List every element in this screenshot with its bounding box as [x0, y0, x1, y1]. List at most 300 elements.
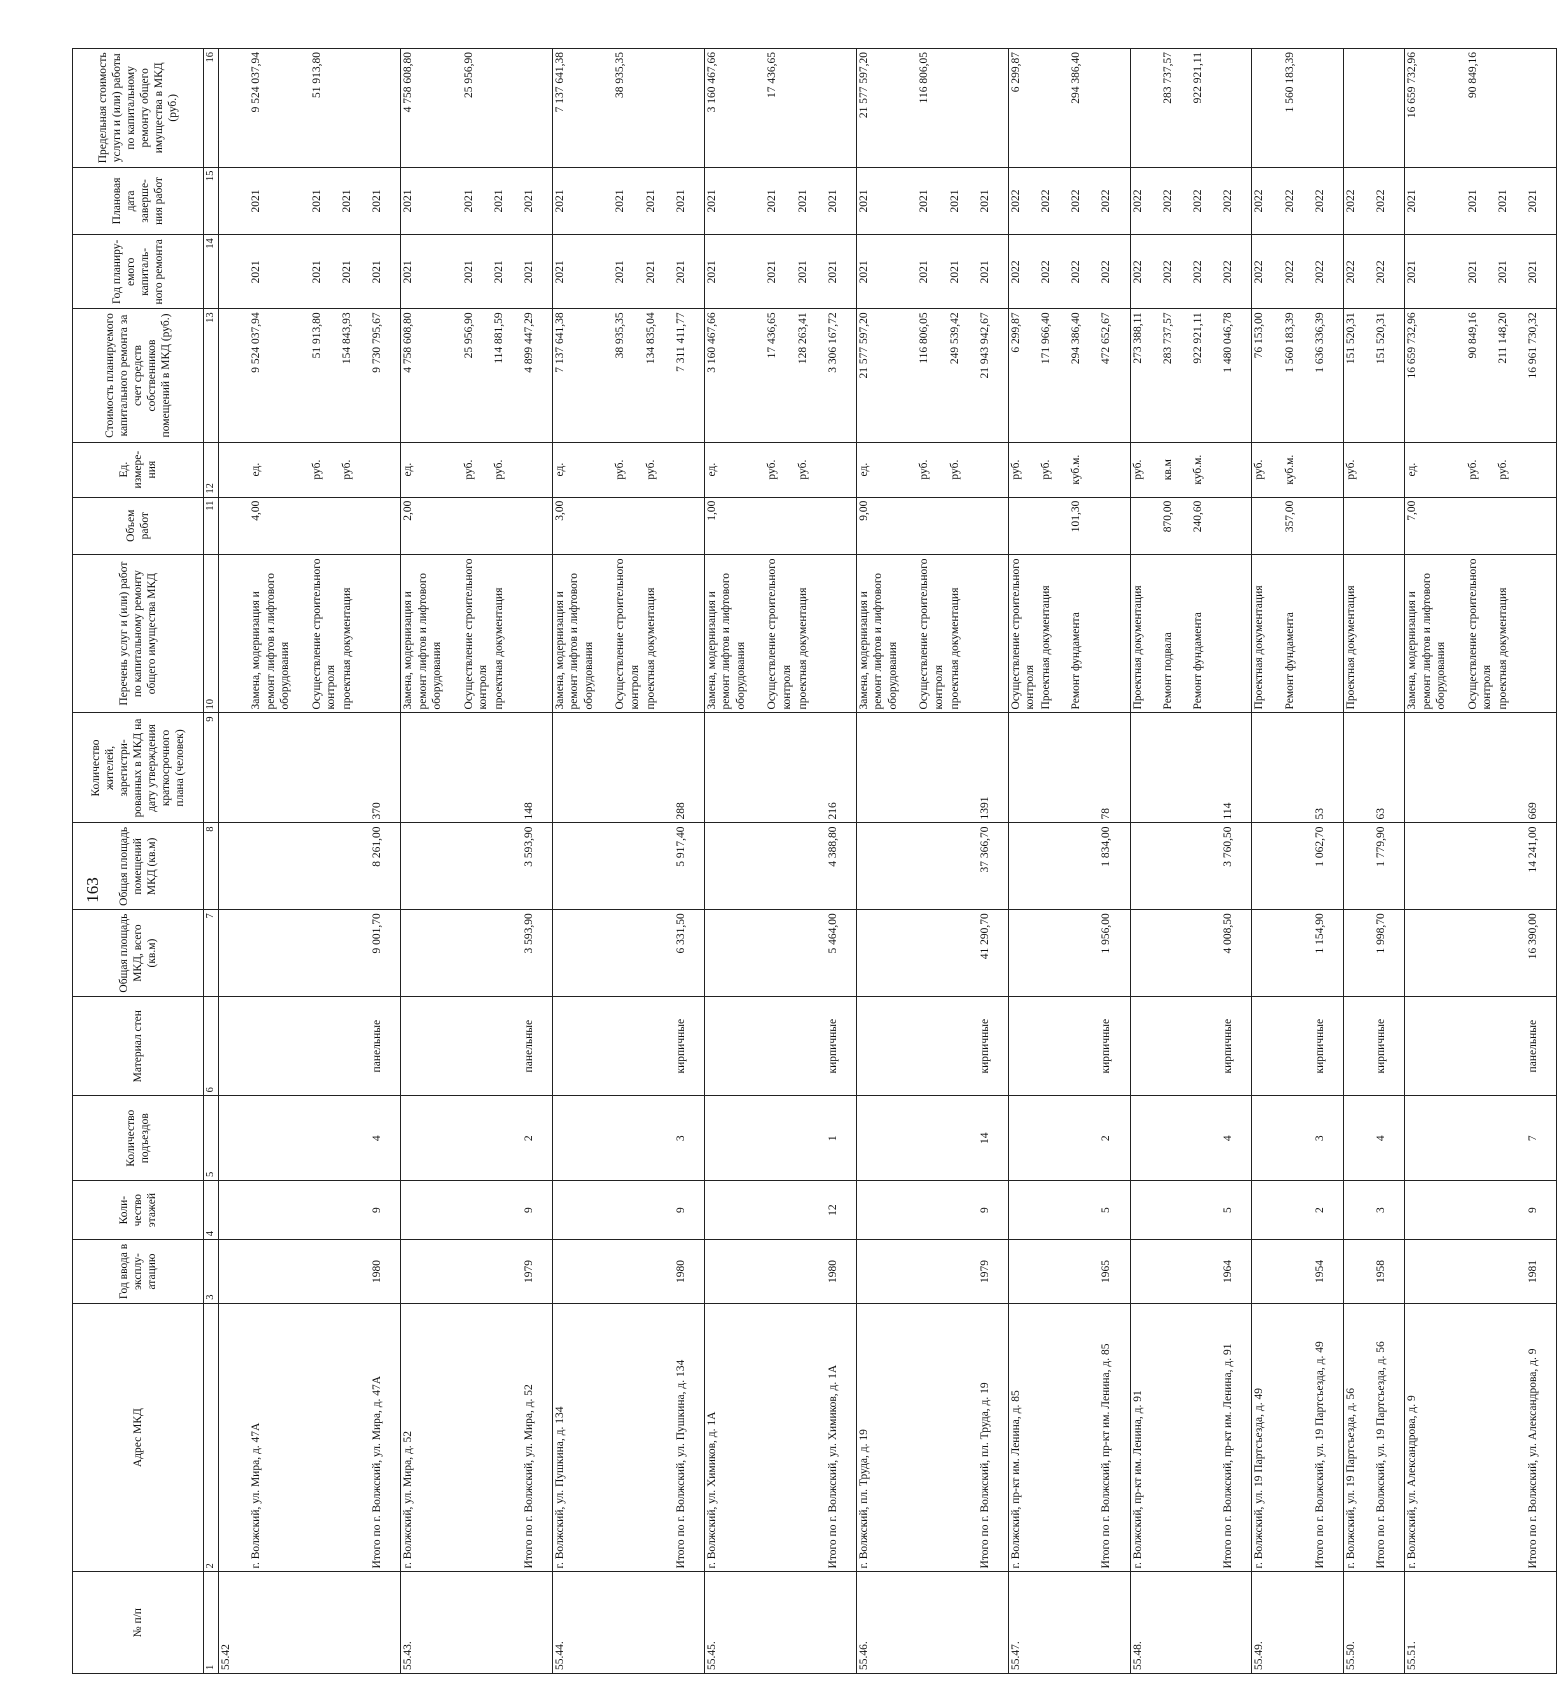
total-area-line	[431, 913, 461, 993]
cell-work-volume	[1008, 497, 1130, 554]
premises-area-line	[553, 826, 583, 906]
repair-year-line: 2021	[1527, 260, 1540, 284]
wall-material-line	[1191, 1000, 1221, 1092]
repair-year-line: 2021	[706, 260, 718, 284]
wall-material-line	[796, 1000, 826, 1092]
column-number: 1	[204, 1572, 219, 1674]
col-header-year: Год ввода в эксплу-атацию	[73, 1240, 204, 1303]
column-number: 6	[204, 996, 219, 1095]
premises-area-line: 3 593,90	[522, 826, 535, 867]
repair-year-line	[279, 238, 309, 305]
cost-line: 16 961 730,32	[1527, 312, 1540, 379]
floors-line	[1252, 1184, 1282, 1236]
cell-total-area	[856, 910, 1008, 997]
floors-line	[1466, 1184, 1496, 1236]
unit-line: ед.	[706, 462, 718, 477]
work-type-line: проектная документация	[492, 587, 505, 710]
max-cost-line: 16 659 732,96	[1406, 52, 1419, 119]
address-line	[583, 1307, 613, 1569]
cell-max-cost	[553, 49, 705, 168]
address-line	[917, 1307, 947, 1569]
address-line: Итого по г. Волжский, ул. Пушкина, д. 134	[674, 1359, 687, 1569]
cell-address	[1008, 1303, 1130, 1572]
unit-line: руб.	[1131, 459, 1144, 480]
row-number-line	[1191, 1575, 1221, 1670]
cell-premises-area	[705, 823, 857, 910]
row-number-line	[583, 1575, 613, 1670]
unit-line: ед.	[402, 462, 415, 477]
cell-residents	[1008, 713, 1130, 823]
entrances-line	[1496, 1099, 1526, 1177]
unit-line	[978, 446, 1008, 494]
work-type-line: проектная документация	[1496, 587, 1509, 710]
year-built-line	[462, 1243, 492, 1299]
cell-premises-area	[1008, 823, 1130, 910]
entrances-line	[705, 1099, 735, 1177]
residents-line	[705, 716, 735, 819]
wall-material-line: кирпичные	[826, 1018, 839, 1074]
repair-year-line: 2021	[1406, 260, 1419, 284]
cell-cost	[401, 309, 553, 442]
cell-repair-year	[219, 235, 401, 309]
address-line: Итого по г. Волжский, ул. Александрова, д. 9	[1527, 1348, 1540, 1569]
cost-line	[279, 312, 309, 438]
repair-year-line: 2021	[340, 260, 353, 284]
cell-completion-date	[1405, 167, 1557, 235]
year-built-line	[948, 1243, 978, 1299]
cell-entrances	[401, 1096, 553, 1181]
residents-line	[644, 716, 674, 819]
completion-date-line	[583, 171, 613, 232]
cell-floors	[1343, 1181, 1404, 1240]
cell-premises-area	[401, 823, 553, 910]
cell-floors	[1130, 1181, 1252, 1240]
repair-year-line	[1436, 238, 1466, 305]
year-built-line	[1131, 1243, 1161, 1299]
cost-line: 249 539,42	[948, 312, 961, 365]
cell-cost	[1252, 309, 1344, 442]
work-type-line: проектная документация	[340, 587, 353, 710]
cost-line: 21 943 942,67	[978, 312, 991, 379]
work-volume-line	[765, 501, 795, 551]
column-number: 5	[204, 1096, 219, 1181]
premises-area-line	[1252, 826, 1282, 906]
table-row	[705, 49, 857, 1674]
year-built-line	[249, 1243, 279, 1299]
completion-date-line: 2022	[1131, 189, 1144, 213]
cell-work-volume	[1252, 497, 1344, 554]
cost-line: 134 835,04	[644, 312, 657, 365]
completion-date-line: 2021	[340, 189, 353, 213]
cell-residents	[1130, 713, 1252, 823]
header-row	[73, 49, 204, 1674]
wall-material-line	[1009, 1000, 1039, 1092]
work-volume-line	[1252, 501, 1282, 551]
max-cost-line	[279, 52, 309, 164]
residents-line: 148	[522, 802, 535, 820]
year-built-line	[1069, 1243, 1099, 1299]
floors-line	[431, 1184, 461, 1236]
cell-row-number	[705, 1572, 857, 1674]
residents-line	[279, 716, 309, 819]
completion-date-line	[219, 171, 249, 232]
year-built-line	[401, 1243, 431, 1299]
completion-date-line: 2021	[1466, 189, 1479, 213]
completion-date-line: 2021	[948, 189, 961, 213]
floors-line: 9	[1527, 1207, 1540, 1214]
entrances-line: 3	[1313, 1135, 1326, 1142]
year-built-line	[1039, 1243, 1069, 1299]
cell-completion-date	[1252, 167, 1344, 235]
floors-line	[948, 1184, 978, 1236]
repair-year-line: 2021	[370, 260, 383, 284]
unit-line: руб.	[1253, 459, 1266, 480]
completion-date-line: 2021	[614, 189, 627, 213]
row-number-line	[826, 1575, 856, 1670]
row-number-line	[1313, 1575, 1343, 1670]
cell-floors	[553, 1181, 705, 1240]
premises-area-line	[1039, 826, 1069, 906]
work-type-line: Замена, модернизация и ремонт лифтов и лифтового оборудования	[554, 572, 595, 710]
repair-year-line: 2022	[1344, 260, 1357, 284]
year-built-line	[492, 1243, 522, 1299]
cell-address	[553, 1303, 705, 1572]
cost-line: 283 737,57	[1161, 312, 1174, 365]
row-number-line	[1526, 1575, 1556, 1670]
floors-line	[553, 1184, 583, 1236]
cell-repair-year	[1405, 235, 1557, 309]
residents-line	[948, 716, 978, 819]
max-cost-line: 3 160 467,66	[706, 52, 718, 113]
repair-year-line: 2021	[522, 260, 535, 284]
year-built-line	[1496, 1243, 1526, 1299]
address-line	[1283, 1307, 1313, 1569]
floors-line	[1161, 1184, 1191, 1236]
work-volume-line	[917, 501, 947, 551]
address-line	[796, 1307, 826, 1569]
wall-material-line	[401, 1000, 431, 1092]
premises-area-line	[1405, 826, 1435, 906]
repair-year-line: 2022	[1009, 260, 1022, 284]
unit-line: руб.	[766, 459, 779, 480]
max-cost-line: 90 849,16	[1466, 52, 1479, 98]
residents-line	[1161, 716, 1191, 819]
wall-material-line	[1496, 1000, 1526, 1092]
unit-line: ед.	[554, 462, 567, 477]
row-number-line: 55.48.	[1131, 1641, 1144, 1670]
row-number-line	[1039, 1575, 1069, 1670]
row-number-line: 55.47.	[1009, 1641, 1022, 1670]
total-area-line	[1496, 913, 1526, 993]
entrances-line: 4	[370, 1135, 383, 1142]
entrances-line	[249, 1099, 279, 1177]
column-number: 10	[204, 554, 219, 713]
wall-material-line: панельные	[522, 1019, 535, 1073]
cell-completion-date	[1343, 167, 1404, 235]
cell-unit	[553, 442, 705, 497]
work-type-line: Проектная документация	[1344, 585, 1357, 710]
cell-max-cost	[1343, 49, 1404, 168]
total-area-line	[1466, 913, 1496, 993]
work-type-line: Осуществление строительного контроля	[766, 558, 793, 710]
floors-line: 3	[1375, 1207, 1388, 1214]
completion-date-line: 2021	[402, 189, 415, 213]
work-type-line: Замена, модернизация и ремонт лифтов и лифтового оборудования	[402, 572, 443, 710]
unit-line: ед.	[1406, 462, 1419, 477]
cell-work-volume	[1130, 497, 1252, 554]
cell-row-number	[1252, 1572, 1344, 1674]
row-number-line	[431, 1575, 461, 1670]
unit-line: кв.м	[1161, 459, 1174, 481]
row-number-line	[765, 1575, 795, 1670]
floors-line	[340, 1184, 370, 1236]
row-number-line	[370, 1575, 400, 1670]
entrances-line: 2	[522, 1135, 535, 1142]
address-line: Итого по г. Волжский, ул. Мира, д. 52	[522, 1384, 535, 1569]
max-cost-line	[1131, 52, 1161, 164]
cell-year-built	[705, 1240, 857, 1303]
work-volume-line	[1344, 501, 1374, 551]
cell-address	[1130, 1303, 1252, 1572]
cost-line: 9 730 795,67	[370, 312, 383, 373]
cell-cost	[553, 309, 705, 442]
row-number-line	[674, 1575, 704, 1670]
row-number-line	[978, 1575, 1008, 1670]
address-line: Итого по г. Волжский, пр-кт им. Ленина, д. 85	[1100, 1343, 1113, 1569]
completion-date-line: 2022	[1253, 189, 1266, 213]
row-number-line	[492, 1575, 522, 1670]
residents-line	[310, 716, 340, 819]
max-cost-line	[826, 52, 856, 164]
address-line: г. Волжский, ул. Химиков, д. 1А	[706, 1411, 718, 1569]
cell-entrances	[1008, 1096, 1130, 1181]
cost-line: 114 881,59	[492, 312, 505, 364]
cell-row-number	[856, 1572, 1008, 1674]
entrances-line	[310, 1099, 340, 1177]
column-number: 2	[204, 1303, 219, 1572]
work-type-line	[1526, 558, 1556, 710]
cost-line: 6 299,87	[1009, 312, 1022, 353]
total-area-line	[1283, 913, 1313, 993]
cost-line: 151 520,31	[1344, 312, 1357, 365]
work-type-line	[370, 558, 400, 710]
residents-line	[1069, 716, 1099, 819]
table-row	[401, 49, 553, 1674]
cost-line: 1 636 336,39	[1313, 312, 1326, 373]
max-cost-line	[978, 52, 1008, 164]
column-number-row	[204, 49, 219, 1674]
floors-line	[887, 1184, 917, 1236]
repair-year-line: 2021	[402, 260, 415, 284]
table-row	[856, 49, 1008, 1674]
cell-work-volume	[1343, 497, 1404, 554]
work-volume-line	[644, 501, 674, 551]
address-line: Итого по г. Волжский, пр-кт им. Ленина, д. 91	[1222, 1343, 1235, 1569]
cell-unit	[1343, 442, 1404, 497]
year-built-line	[431, 1243, 461, 1299]
row-number-line	[279, 1575, 309, 1670]
completion-date-line: 2022	[1283, 189, 1296, 213]
wall-material-line	[1436, 1000, 1466, 1092]
cell-max-cost	[1130, 49, 1252, 168]
work-type-line: Осуществление строительного контроля	[918, 558, 945, 710]
cell-work-type	[1008, 554, 1130, 713]
residents-line: 1391	[978, 796, 991, 820]
residents-line	[917, 716, 947, 819]
residents-line	[887, 716, 917, 819]
work-volume-line	[462, 501, 492, 551]
completion-date-line: 2022	[1040, 189, 1053, 213]
cost-line: 7 137 641,38	[554, 312, 567, 373]
address-line: г. Волжский, ул. Александрова, д. 9	[1406, 1395, 1419, 1569]
max-cost-line: 116 806,05	[918, 52, 931, 104]
work-volume-line	[1436, 501, 1466, 551]
col-header-completion-date: Плановая дата заверше-ния работ	[73, 167, 204, 235]
cell-repair-year	[1008, 235, 1130, 309]
work-type-line: Осуществление строительного контроля	[1009, 558, 1037, 710]
work-volume-line: 2,00	[402, 500, 415, 521]
address-line	[765, 1307, 795, 1569]
total-area-line: 9 001,70	[370, 913, 383, 954]
repair-year-line: 2022	[1040, 260, 1053, 284]
total-area-line	[1069, 913, 1099, 993]
address-line	[431, 1307, 461, 1569]
row-number-line: 55.50.	[1344, 1641, 1357, 1670]
completion-date-line: 2022	[1009, 189, 1022, 213]
floors-line	[857, 1184, 887, 1236]
column-number: 12	[204, 442, 219, 497]
cost-line: 51 913,80	[310, 312, 323, 359]
cell-total-area	[705, 910, 857, 997]
cell-work-volume	[1405, 497, 1557, 554]
row-number-line: 55.49.	[1253, 1641, 1266, 1670]
cost-line: 1 560 183,39	[1283, 312, 1296, 373]
cell-row-number	[401, 1572, 553, 1674]
cell-repair-year	[705, 235, 857, 309]
year-built-line: 1958	[1375, 1260, 1388, 1283]
completion-date-line: 2021	[492, 189, 505, 213]
cell-completion-date	[705, 167, 857, 235]
entrances-line	[1466, 1099, 1496, 1177]
max-cost-line: 4 758 608,80	[402, 52, 415, 113]
cell-entrances	[1343, 1096, 1404, 1181]
floors-line	[1069, 1184, 1099, 1236]
cost-line: 90 849,16	[1466, 312, 1479, 359]
cell-wall-material	[1130, 996, 1252, 1095]
floors-line: 2	[1313, 1207, 1326, 1214]
row-number-line: 55.43.	[402, 1641, 415, 1670]
cell-wall-material	[1252, 996, 1344, 1095]
col-header-works: Перечень услуг и (или) работ по капитальному ремонту общего имущества МКД	[73, 554, 204, 713]
cell-residents	[1343, 713, 1404, 823]
premises-area-line	[1466, 826, 1496, 906]
cell-unit	[1252, 442, 1344, 497]
work-type-line: Ремонт фундамента	[1283, 612, 1296, 710]
wall-material-line	[310, 1000, 340, 1092]
row-number-line	[1466, 1575, 1496, 1670]
cell-entrances	[553, 1096, 705, 1181]
cell-row-number	[1130, 1572, 1252, 1674]
completion-date-line: 2021	[826, 189, 839, 213]
residents-line	[462, 716, 492, 819]
entrances-line	[1039, 1099, 1069, 1177]
table-row	[219, 49, 401, 1674]
cell-repair-year	[553, 235, 705, 309]
work-volume-line	[583, 501, 613, 551]
entrances-line	[857, 1099, 887, 1177]
total-area-line	[401, 913, 431, 993]
floors-line	[1344, 1184, 1374, 1236]
unit-line	[887, 446, 917, 494]
unit-line	[1099, 446, 1129, 494]
residents-line	[583, 716, 613, 819]
work-type-line	[1374, 558, 1404, 710]
residents-line	[553, 716, 583, 819]
completion-date-line: 2021	[644, 189, 657, 213]
year-built-line	[613, 1243, 643, 1299]
total-area-line	[948, 913, 978, 993]
cell-wall-material	[401, 996, 553, 1095]
address-line	[1436, 1307, 1466, 1569]
repair-year-line: 2022	[1131, 260, 1144, 284]
row-number-line: 55.51.	[1406, 1641, 1419, 1670]
wall-material-line	[553, 1000, 583, 1092]
max-cost-line	[583, 52, 613, 164]
completion-date-line: 2021	[918, 189, 931, 213]
cell-address	[856, 1303, 1008, 1572]
cell-floors	[705, 1181, 857, 1240]
address-line	[340, 1307, 370, 1569]
max-cost-line: 1 560 183,39	[1283, 52, 1296, 113]
cell-entrances	[1405, 1096, 1557, 1181]
entrances-line	[1252, 1099, 1282, 1177]
row-number-line: 55.44.	[554, 1641, 567, 1670]
total-area-line: 1 956,00	[1100, 913, 1113, 954]
work-volume-line: 7,00	[1406, 500, 1419, 521]
floors-line	[1009, 1184, 1039, 1236]
entrances-line	[1161, 1099, 1191, 1177]
entrances-line	[1344, 1099, 1374, 1177]
cost-line: 25 956,90	[462, 312, 475, 359]
address-line: г. Волжский, ул. 19 Партсъезда, д. 49	[1253, 1388, 1266, 1569]
cell-cost	[219, 309, 401, 442]
cost-line: 1 480 046,78	[1222, 312, 1235, 373]
total-area-line	[857, 913, 887, 993]
cost-line	[219, 312, 249, 438]
address-line: Итого по г. Волжский, пл. Труда, д. 19	[978, 1382, 991, 1569]
cell-year-built	[1252, 1240, 1344, 1303]
work-type-line: Ремонт подвала	[1161, 632, 1174, 710]
max-cost-line: 922 921,11	[1192, 52, 1204, 104]
unit-line: ед.	[857, 462, 870, 477]
year-built-line: 1979	[522, 1260, 535, 1283]
cost-line: 211 148,20	[1496, 312, 1509, 364]
cell-work-type	[401, 554, 553, 713]
completion-date-line: 2021	[310, 189, 323, 213]
max-cost-line	[644, 52, 674, 164]
col-header-residents: Количество жителей, зарегистри-рованных в МКД на дату утверждения краткосрочного плана (человек)	[73, 713, 204, 823]
work-type-line: Замена, модернизация и ремонт лифтов и лифтового оборудования	[706, 572, 747, 710]
cell-wall-material	[1343, 996, 1404, 1095]
total-area-line: 6 331,50	[674, 913, 687, 954]
residents-line	[613, 716, 643, 819]
work-type-line: проектная документация	[796, 587, 809, 710]
total-area-line	[492, 913, 522, 993]
floors-line	[279, 1184, 309, 1236]
col-header-repair-year: Год планиру-емого капиталь-ного ремонта	[73, 235, 204, 309]
work-volume-line	[492, 501, 522, 551]
total-area-line	[1161, 913, 1191, 993]
